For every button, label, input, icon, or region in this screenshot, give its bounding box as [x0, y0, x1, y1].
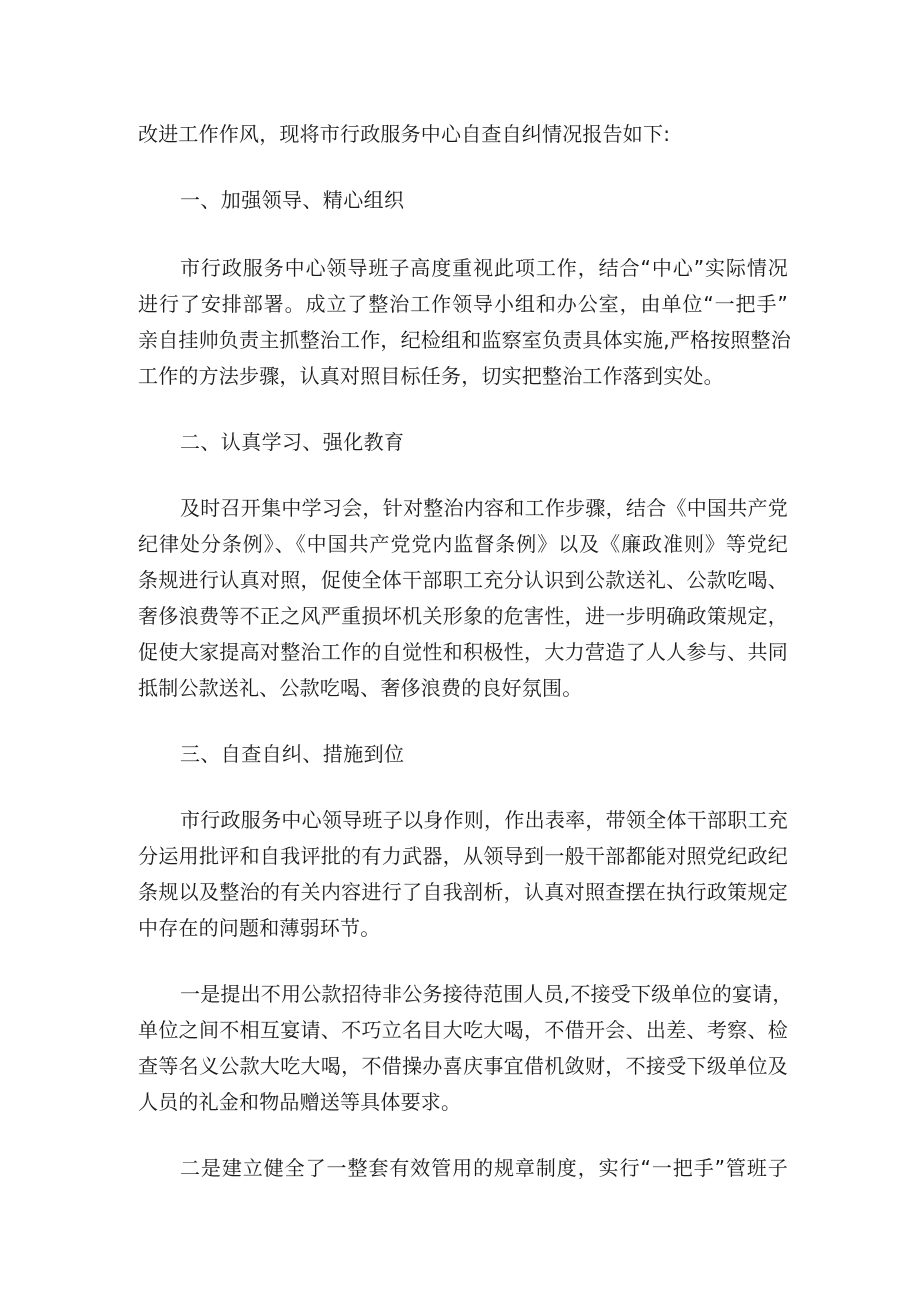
paragraph-line: 一是提出不用公款招待非公务接待范围人员,不接受下级单位的宴请，	[180, 982, 793, 1006]
paragraph-line: 进行了安排部署。成立了整治工作领导小组和办公室，由单位“一把手”	[138, 292, 788, 316]
section-heading-2: 二、认真学习、强化教育	[180, 430, 405, 454]
section-heading-1: 一、加强领导、精心组织	[180, 188, 405, 212]
paragraph-line: 亲自挂帅负责主抓整治工作，纪检组和监察室负责具体实施,严格按照整治	[138, 328, 791, 352]
paragraph-line: 市行政服务中心领导班子高度重视此项工作，结合“中心”实际情况	[180, 256, 788, 280]
paragraph-line: 市行政服务中心领导班子以身作则，作出表率，带领全体干部职工充	[180, 808, 788, 832]
paragraph-line: 及时召开集中学习会，针对整治内容和工作步骤，结合《中国共产党	[180, 496, 788, 520]
paragraph-line: 促使大家提高对整治工作的自觉性和积极性，大力营造了人人参与、共同	[138, 640, 788, 664]
paragraph-line: 工作的方法步骤，认真对照目标任务，切实把整治工作落到实处。	[138, 364, 724, 388]
paragraph-line: 中存在的问题和薄弱环节。	[138, 916, 381, 940]
paragraph-line: 条规进行认真对照，促使全体干部职工充分认识到公款送礼、公款吃喝、	[138, 568, 788, 592]
paragraph-line: 查等名义公款大吃大喝，不借操办喜庆事宜借机敛财，不接受下级单位及	[138, 1054, 788, 1078]
paragraph-line: 二是建立健全了一整套有效管用的规章制度，实行“一把手”管班子	[180, 1156, 788, 1180]
paragraph-line: 分运用批评和自我评批的有力武器，从领导到一般干部都能对照党纪政纪	[138, 844, 788, 868]
paragraph-line: 抵制公款送礼、公款吃喝、奢侈浪费的良好氛围。	[138, 676, 583, 700]
intro-line: 改进工作作风，现将市行政服务中心自查自纠情况报告如下:	[138, 122, 671, 146]
paragraph-line: 纪律处分条例》、《中国共产党党内监督条例》以及《廉政准则》等党纪	[138, 532, 788, 556]
paragraph-line: 条规以及整治的有关内容进行了自我剖析，认真对照查摆在执行政策规定	[138, 880, 788, 904]
paragraph-line: 单位之间不相互宴请、不巧立名目大吃大喝，不借开会、出差、考察、检	[138, 1018, 788, 1042]
paragraph-line: 奢侈浪费等不正之风严重损坏机关形象的危害性，进一步明确政策规定，	[138, 604, 788, 628]
section-heading-3: 三、自查自纠、措施到位	[180, 742, 405, 766]
paragraph-line: 人员的礼金和物品赠送等具体要求。	[138, 1090, 462, 1114]
